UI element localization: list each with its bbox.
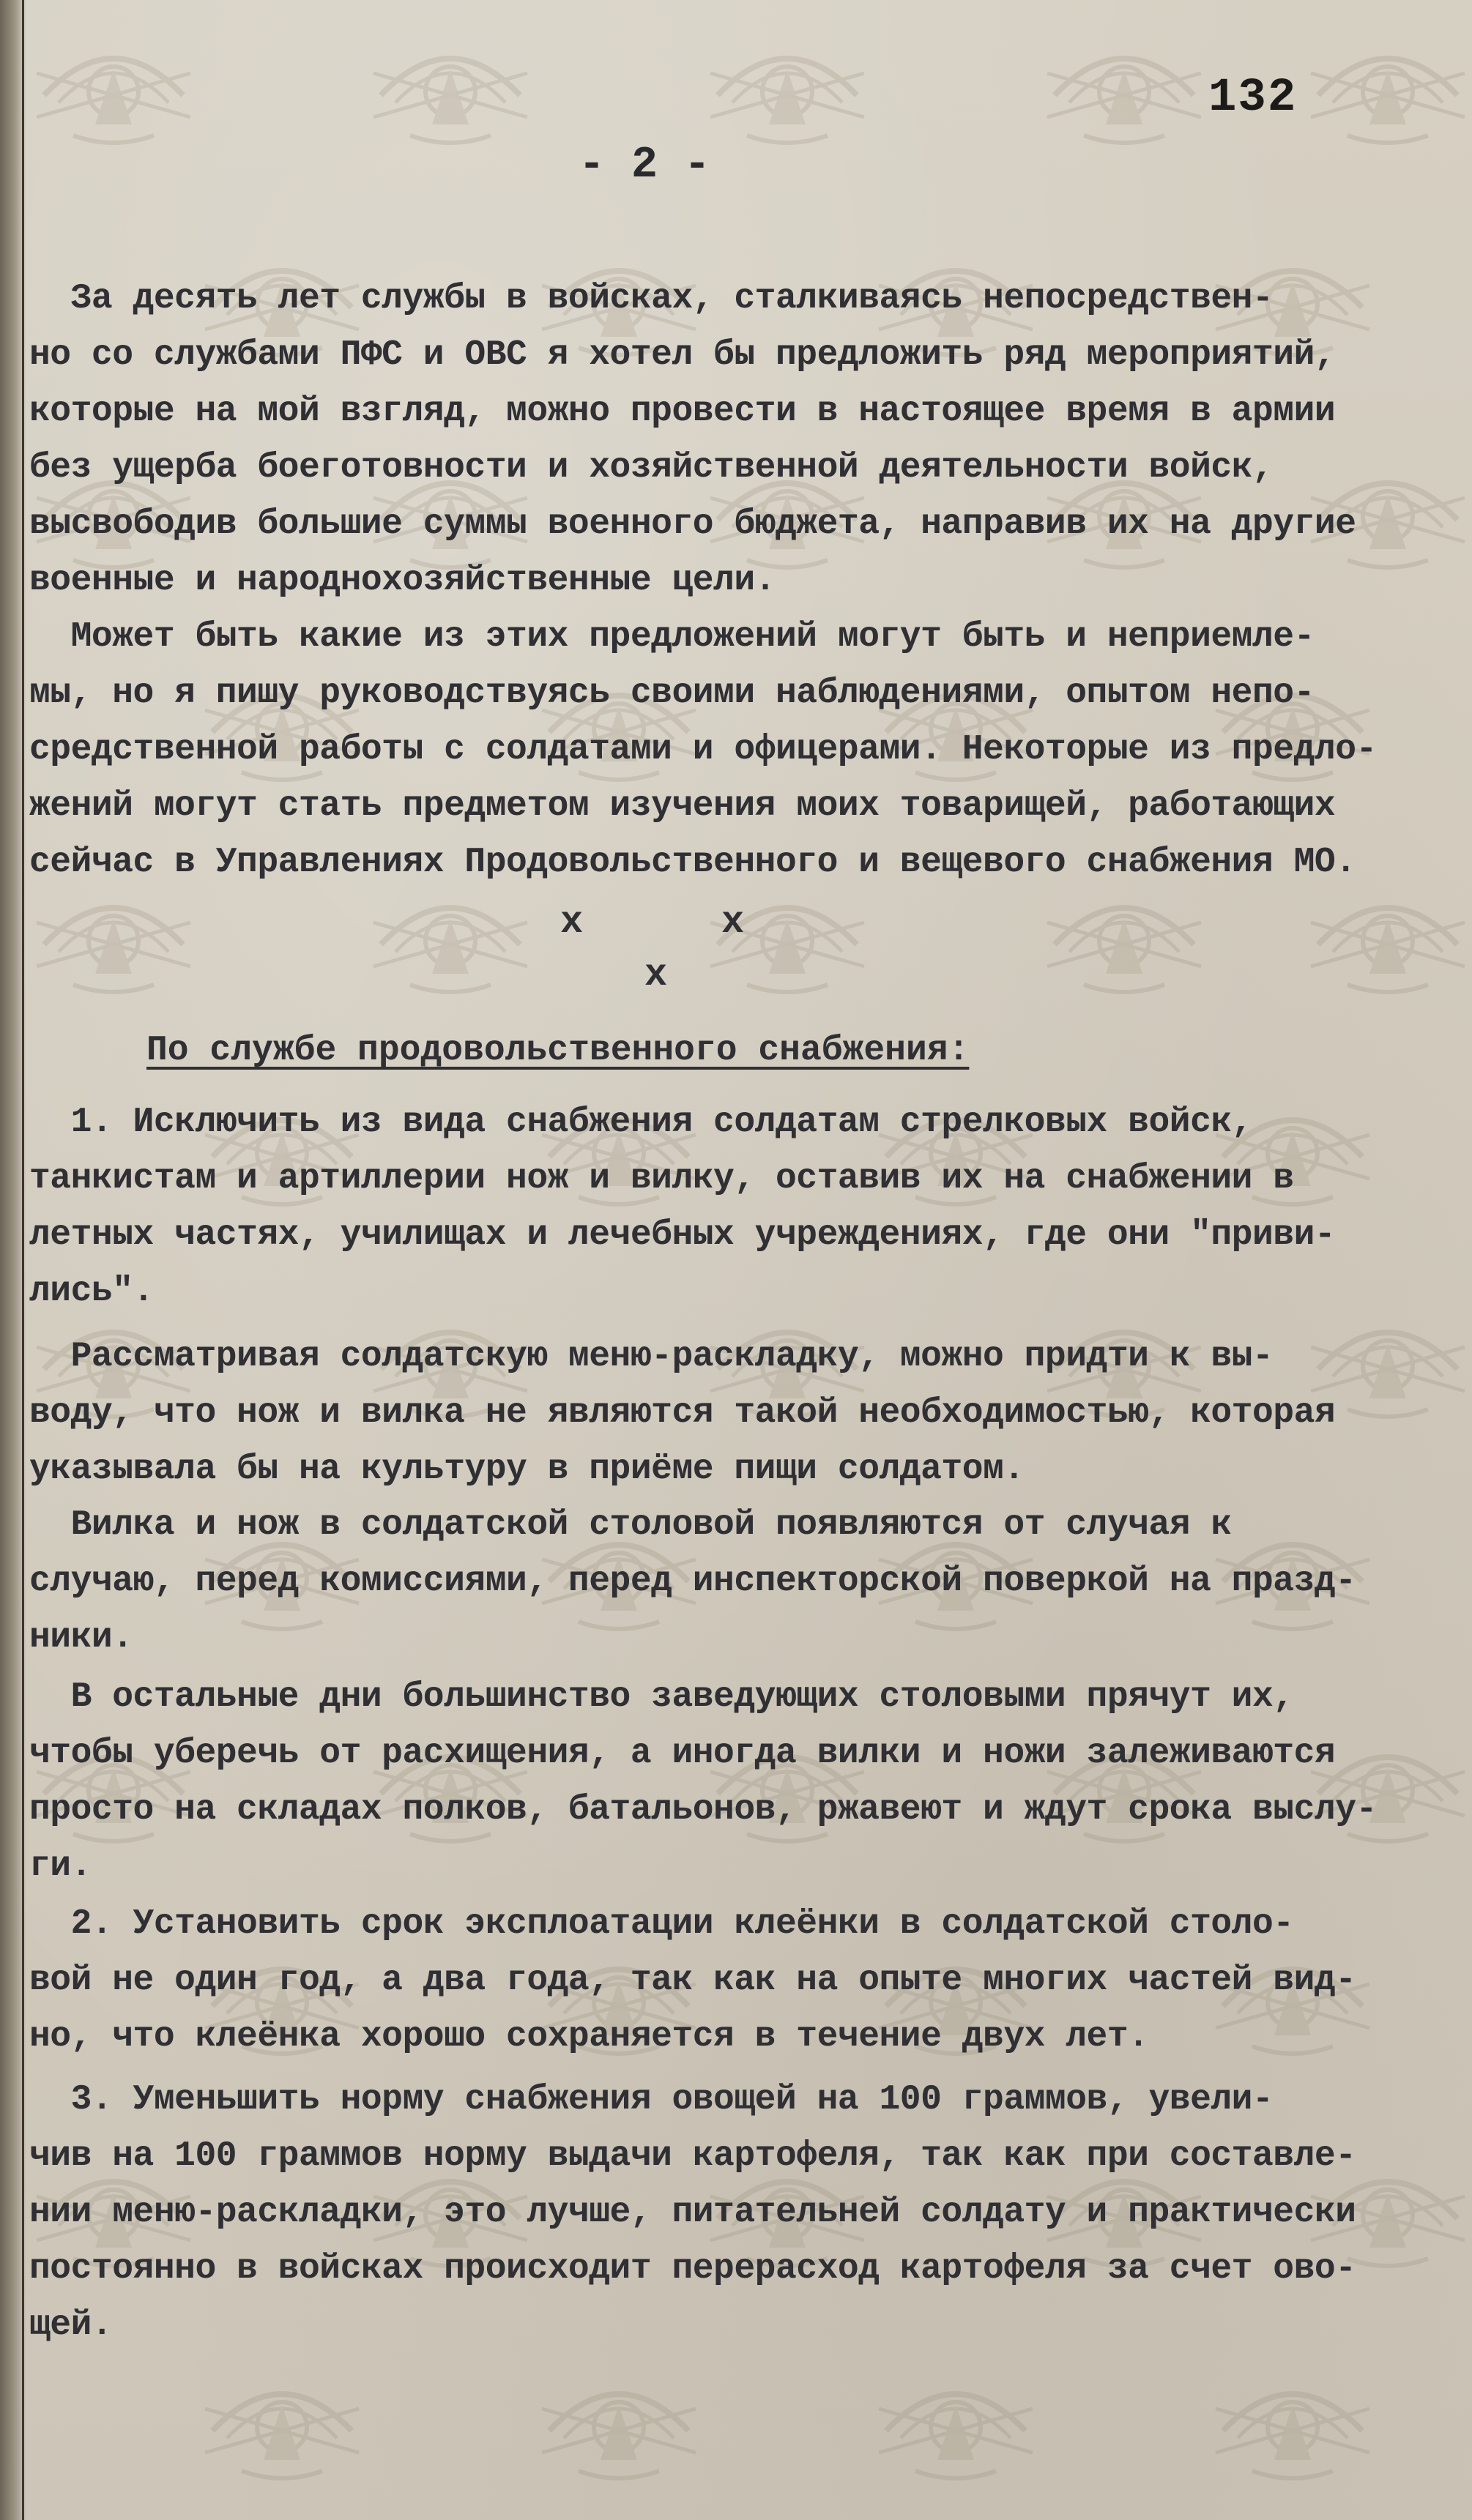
text-line: В остальные дни большинство заведующих столовыми прячут их, — [29, 1677, 1294, 1717]
text-line: Вилка и нож в солдатской столовой появляются от случая к — [29, 1505, 1232, 1545]
binding-line — [22, 0, 24, 2520]
section-item-1 — [29, 1095, 1457, 1320]
text-line: случаю, перед комиссиями, перед инспекторской поверкой на празд- — [29, 1562, 1356, 1601]
section-paragraph-2 — [29, 1329, 1457, 1498]
watermark-emblem — [29, 15, 198, 154]
paragraph-intro-1 — [29, 271, 1457, 609]
text-line: чив на 100 граммов норму выдачи картофеля, так как при составле- — [29, 2136, 1356, 2176]
section-item-2 — [29, 1896, 1457, 2065]
watermark-emblem — [366, 15, 535, 154]
separator-mark: x — [644, 953, 668, 996]
text-line: Рассматривая солдатскую меню-раскладку, можно придти к вы- — [29, 1337, 1274, 1376]
text-line: 1. Исключить из вида снабжения солдатам стрелковых войск, — [29, 1103, 1252, 1142]
paragraph — [29, 1669, 1457, 1895]
page-number: 132 — [1208, 72, 1298, 124]
text-line: которые на мой взгляд, можно провести в настоящее время в армии — [29, 392, 1336, 431]
watermark-emblem — [198, 2350, 366, 2489]
text-line: нии меню-раскладки, это лучше, питательней солдату и практически — [29, 2193, 1356, 2232]
watermark-emblem — [1304, 15, 1472, 154]
text-line: без ущерба боеготовности и хозяйственной деятельности войск, — [29, 448, 1274, 488]
text-line: чтобы уберечь от расхищения, а иногда вилки и ножи залеживаются — [29, 1734, 1336, 1773]
paragraph-intro-2 — [29, 609, 1457, 891]
section-item-3 — [29, 2072, 1457, 2354]
paragraph — [29, 1497, 1457, 1666]
text-line: жений могут стать предметом изучения моих товарищей, работающих — [29, 786, 1336, 826]
text-line: указывала бы на культуру в приёме пищи солдатом. — [29, 1450, 1025, 1489]
text-line: просто на складах полков, батальонов, ржавеют и ждут срока выслу- — [29, 1790, 1377, 1830]
text-line: сейчас в Управлениях Продовольственного и вещевого снабжения МО. — [29, 843, 1356, 882]
paragraph — [29, 2072, 1457, 2354]
paragraph — [29, 1095, 1457, 1320]
watermark-emblem — [871, 2350, 1040, 2489]
text-line: лись". — [29, 1272, 154, 1311]
watermark-emblem — [1208, 2350, 1377, 2489]
text-line: воду, что нож и вилка не являются такой необходимостью, которая — [29, 1393, 1336, 1433]
text-line: военные и народнохозяйственные цели. — [29, 561, 776, 600]
text-line: постоянно в войсках происходит перерасход картофеля за счет ово- — [29, 2249, 1356, 2289]
separator-mark: x — [721, 901, 745, 944]
text-line: вой не один год, а два года, так как на опыте многих частей вид- — [29, 1961, 1356, 2000]
intro-text — [29, 271, 1457, 891]
separator-mark: x — [560, 901, 584, 944]
text-line: мы, но я пишу руководствуясь своими наблюдениями, опытом непо- — [29, 674, 1315, 713]
section-paragraph-4 — [29, 1669, 1457, 1895]
text-line: танкистам и артиллерии нож и вилку, оставив их на снабжении в — [29, 1159, 1294, 1199]
paragraph — [29, 1896, 1457, 2065]
watermark-emblem — [535, 2350, 703, 2489]
text-line: но со службами ПФС и ОВС я хотел бы предложить ряд мероприятий, — [29, 335, 1336, 375]
text-line: 2. Установить срок эксплоатации клеёнки в солдатской столо- — [29, 1904, 1294, 1944]
text-line: летных частях, училищах и лечебных учреждениях, где они "приви- — [29, 1215, 1336, 1255]
text-line: 3. Уменьшить норму снабжения овощей на 100 граммов, увели- — [29, 2080, 1274, 2120]
text-line: ники. — [29, 1618, 133, 1658]
watermark-emblem — [703, 15, 871, 154]
text-line: За десять лет службы в войсках, сталкиваясь непосредствен- — [29, 279, 1274, 318]
text-line: щей. — [29, 2305, 113, 2345]
text-line: ги. — [29, 1846, 92, 1886]
text-line: средственной работы с солдатами и офицерами. Некоторые из предло- — [29, 730, 1377, 769]
text-line: но, что клеёнка хорошо сохраняется в течение двух лет. — [29, 2017, 1149, 2057]
text-line: Может быть какие из этих предложений могут быть и неприемле- — [29, 617, 1315, 657]
paragraph — [29, 1329, 1457, 1498]
section-heading: По службе продовольственного снабжения: — [146, 1031, 970, 1070]
watermark-emblem — [1040, 15, 1208, 154]
page-subnumber: - 2 - — [579, 141, 711, 190]
section-paragraph-3 — [29, 1497, 1457, 1666]
text-line: высвободив большие суммы военного бюджета, направив их на другие — [29, 504, 1356, 544]
